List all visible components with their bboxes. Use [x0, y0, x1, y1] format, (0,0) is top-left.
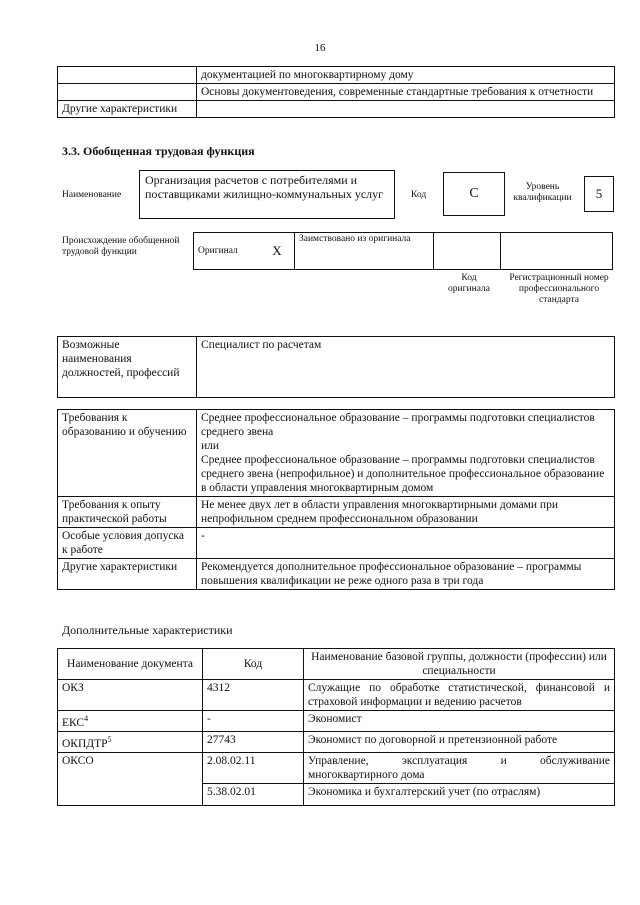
origin-code-cell: [434, 233, 501, 270]
additional-header-doc: Наименование документа: [58, 649, 203, 680]
additional-code: 5.38.02.01: [203, 783, 304, 806]
positions-value: Специалист по расчетам: [197, 337, 615, 398]
footnote-ref: 5: [107, 734, 112, 744]
borrowed-label: Заимствовано из оригинала: [295, 233, 434, 270]
table-row: [58, 731, 615, 752]
additional-name: Экономика и бухгалтерский учет (по отраслям): [304, 783, 615, 806]
name-value: Организация расчетов с потребителями и поставщиками жилищно-коммунальных услуг: [145, 173, 384, 201]
code-box: [443, 172, 505, 216]
original-label: Оригинал: [194, 233, 261, 270]
requirements-table: [57, 409, 615, 590]
additional-name: Экономист: [304, 711, 615, 732]
req-label-other: Другие характеристики: [58, 559, 197, 590]
additional-header-name: Наименование базовой группы, должности (профессии) или специальности: [304, 649, 615, 680]
req-education-line-2: или: [201, 440, 220, 452]
additional-code: 2.08.02.11: [203, 752, 304, 783]
origin-label: Происхождение обобщенной трудовой функции: [62, 236, 180, 257]
level-label: Уровень квалификации: [513, 182, 572, 203]
table-row: [58, 101, 615, 118]
additional-doc: ОКПДТР: [62, 737, 108, 750]
additional-title: Дополнительные характеристики: [62, 623, 233, 637]
req-education-line-3: Среднее профессиональное образование – программы подготовки специалистов среднего звена (непрофильное) и дополнительное профессиональное образование в области управления многоквартирным домом: [201, 454, 605, 494]
section-title: 3.3. Обобщенная трудовая функция: [62, 144, 255, 158]
additional-name: Экономист по договорной и претензионной работе: [304, 731, 615, 752]
level-box: [584, 176, 614, 212]
top-row3-label: Другие характеристики: [58, 101, 197, 118]
original-mark: X: [260, 233, 295, 270]
code-value: C: [469, 186, 479, 201]
table-row: [58, 649, 615, 680]
table-row: [58, 497, 615, 528]
additional-doc: ОКСО: [62, 754, 94, 767]
table-row: [58, 559, 615, 590]
table-row: [58, 410, 615, 497]
additional-code: 27743: [203, 731, 304, 752]
top-row3-value: [197, 101, 615, 118]
additional-code: 4312: [203, 680, 304, 711]
table-row: [58, 680, 615, 711]
req-admission-value: -: [197, 528, 615, 559]
req-education-line-1: Среднее профессиональное образование – программы подготовки специалистов среднего звена: [201, 412, 595, 438]
footnote-ref: 4: [84, 714, 89, 723]
req-label-experience: Требования к опыту практической работы: [58, 497, 197, 528]
origin-table: [193, 232, 613, 270]
table-row: [58, 337, 615, 398]
table-row: [58, 752, 615, 783]
top-row2-text: Основы документоведения, современные стандартные требования к отчетности: [197, 84, 615, 101]
additional-name: Управление, эксплуатация и обслуживание многоквартирного дома: [304, 752, 615, 783]
additional-header-code: Код: [203, 649, 304, 680]
table-row: [58, 528, 615, 559]
origin-reg-caption: Регистрационный номер профессионального стандарта: [509, 273, 609, 305]
top-table: [57, 66, 615, 118]
table-row: [58, 711, 615, 732]
additional-table: [57, 648, 615, 806]
additional-code: -: [203, 711, 304, 732]
table-row: [58, 783, 615, 806]
req-other-value: Рекомендуется дополнительное профессиональное образование – программы повышения квалификации не реже одного раза в три года: [197, 559, 615, 590]
positions-table: [57, 336, 615, 398]
req-experience-value: Не менее двух лет в области управления многоквартирными домами при непрофильном среднем профессиональном образовании: [197, 497, 615, 528]
table-row: [58, 84, 615, 101]
origin-code-caption: Код оригинала: [448, 273, 490, 294]
req-label-education: Требования к образованию и обучению: [58, 410, 197, 497]
origin-reg-cell: [501, 233, 613, 270]
table-row: [194, 233, 613, 270]
positions-label: Возможные наименования должностей, профессий: [58, 337, 197, 398]
table-row: [58, 67, 615, 84]
name-label: Наименование: [62, 190, 122, 200]
additional-name: Служащие по обработке статистической, финансовой и страховой информации и ведению расчетов: [304, 680, 615, 711]
top-row1-text: документацией по многоквартирному дому: [197, 67, 615, 84]
page-number: 16: [314, 42, 326, 54]
level-value: 5: [595, 186, 603, 201]
additional-doc: ОКЗ: [62, 682, 84, 694]
additional-doc: ЕКС: [62, 716, 85, 729]
req-label-admission: Особые условия допуска к работе: [58, 528, 197, 559]
code-label: Код: [411, 190, 427, 200]
name-box: [139, 170, 395, 219]
